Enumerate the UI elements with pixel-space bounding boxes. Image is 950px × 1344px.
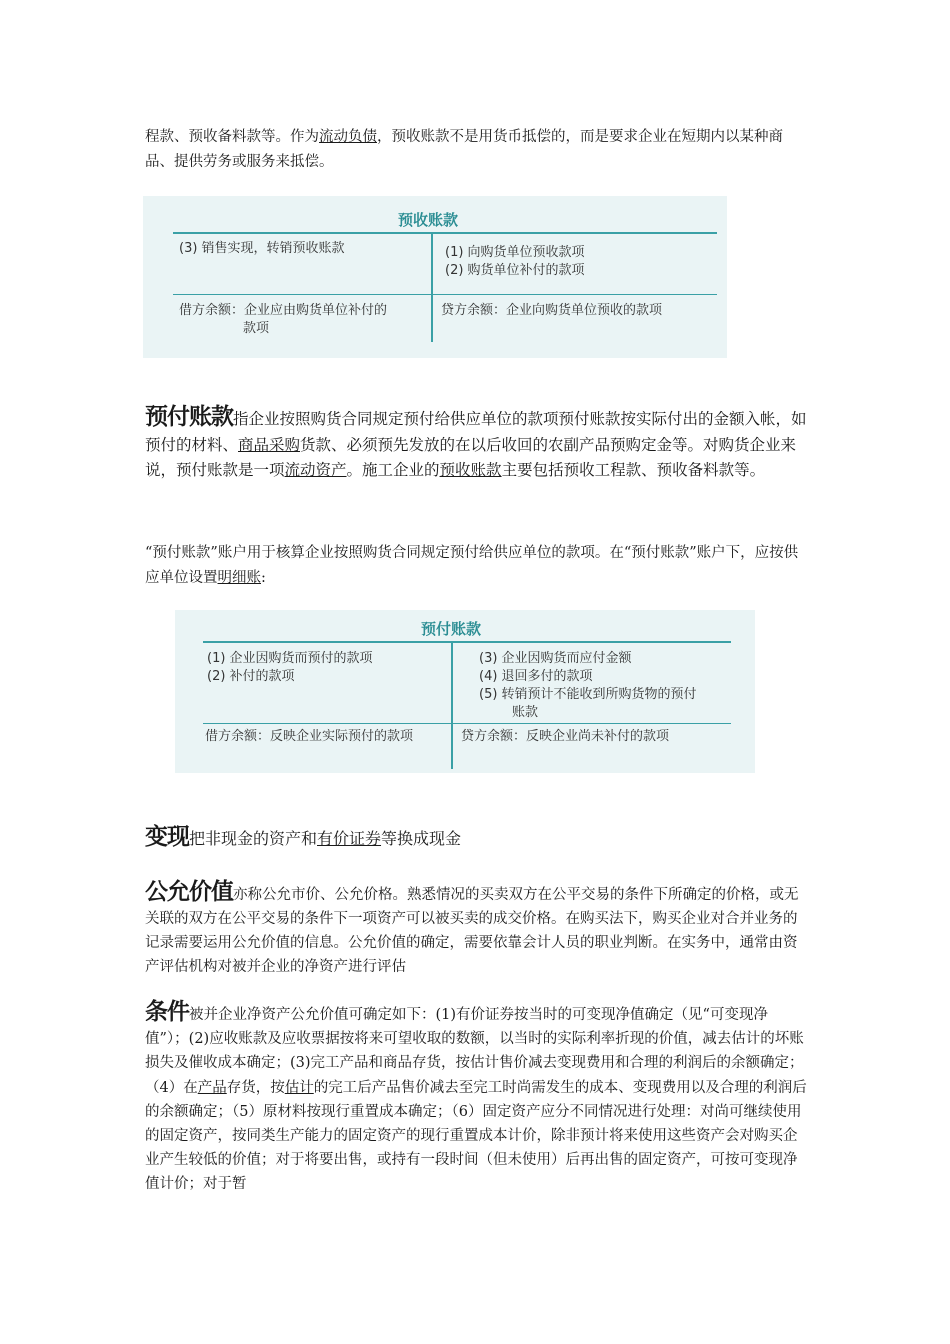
prepayment-text-1: 指企业按照购货合同规定预付给供应单位的款项预付账款按实际付出的金额入帐，如预付的材料、: [145, 410, 807, 454]
credit-entry: (3) 企业因购货而应付金额: [479, 651, 632, 666]
intro-paragraph: [145, 125, 807, 175]
credit-entry: (1) 向购货单位预收款项: [445, 245, 585, 260]
debit-balance-text: 企业应由购货单位补付的: [244, 303, 388, 318]
link-current-liabilities[interactable]: 流动负债: [319, 129, 377, 145]
realization-paragraph: [145, 822, 807, 854]
prepayment-account-text-1: “预付账款”账户用于核算企业按照购货合同规定预付给供应单位的款项。在“预付账款”账户下，应按供应单位设置: [145, 545, 799, 586]
credit-balance: [441, 302, 662, 320]
credit-balance-text: 贷方余额：反映企业尚未补付的款项: [461, 729, 670, 744]
conditions-text-1: 被并企业净资产公允价值可确定如下：(1)有价证券按当时的可变现净值确定（见“可变现净值”）；(2)应收账款及应收票据按将来可望收取的数额，以当时的实际利率折现的价值，减去估计的坏账损失及催收成本确定；(3)完工产品和商品存货，按估计售价减去变现费用和合理的利润后的余额确定；（4）在: [145, 1007, 804, 1096]
t-account-divider: [431, 232, 433, 342]
link-subsidiary-ledger[interactable]: 明细账: [217, 570, 261, 586]
advance-receipts-t-account: [143, 196, 727, 358]
intro-text-1: 程款、预收备料款等。作为: [145, 129, 319, 145]
term-conditions: 条件: [145, 999, 189, 1025]
credit-entry: (2) 购货单位补付的款项: [445, 263, 585, 278]
fair-value-paragraph: [145, 880, 807, 979]
prepayment-text-2: 货款、必须预先发放的在以后收回的农副产品预购定金等。对购货企业来说，预付账款是一项: [145, 435, 797, 479]
link-securities[interactable]: 有价证券: [317, 829, 382, 848]
credit-balance: [461, 728, 669, 746]
t-account-balance-line: [203, 723, 731, 724]
conditions-text-2: 存货，按: [226, 1079, 285, 1096]
t-account-title: 预收账款: [397, 211, 458, 229]
debit-balance: [179, 302, 387, 338]
credit-entry-cont: 账款: [512, 705, 539, 720]
prepayment-paragraph: [145, 405, 807, 484]
realization-text-2: 等换成现金: [381, 829, 462, 848]
prepayment-account-paragraph: [145, 541, 807, 591]
t-account-title: 预付账款: [420, 620, 481, 638]
credit-balance-text: 贷方余额：企业向购货单位预收的款项: [441, 303, 663, 318]
term-realization: 变现: [145, 824, 189, 850]
debit-entries: [207, 650, 373, 686]
link-purchases[interactable]: 商品采购: [238, 435, 301, 454]
t-account-top-line: [203, 641, 731, 643]
t-account-balance-line: [173, 294, 717, 295]
debit-entries: [179, 240, 345, 258]
credit-entry: (5) 转销预计不能收到所购货物的预付: [479, 687, 697, 702]
fair-value-text: 亦称公允市价、公允价格。熟悉情况的买卖双方在公平交易的条件下所确定的价格，或无关联的双方在公平交易的条件下一项资产可以被买卖的成交价格。在购买法下，购买企业对合并业务的记录需要运用公允价值的信息。公允价值的确定，需要依靠会计人员的职业判断。在实务中，通常由资产评估机构对被并企业的净资产进行评估: [145, 887, 799, 975]
prepayment-t-account: [175, 610, 755, 773]
debit-balance-text-cont: 款项: [243, 321, 270, 336]
link-product[interactable]: 产品: [197, 1079, 227, 1096]
link-estimate[interactable]: 估计: [284, 1079, 314, 1096]
t-account-divider: [451, 641, 453, 769]
intro-text-2: ，预收账款不是用货币抵偿的，而是要求企业在短期内以某种商品、提供劳务或服务来抵偿。: [145, 129, 783, 170]
credit-entries: [479, 650, 697, 722]
link-current-assets[interactable]: 流动资产: [284, 461, 347, 479]
debit-entry: (2) 补付的款项: [207, 669, 295, 684]
term-prepayment: 预付账款: [145, 404, 233, 430]
debit-balance-text: 借方余额：反映企业实际预付的款项: [205, 729, 414, 744]
realization-text-1: 把非现金的资产和: [189, 829, 318, 848]
credit-entries: [445, 244, 585, 280]
debit-balance-label: 借方余额：: [179, 303, 245, 318]
prepayment-account-text-2: :: [261, 570, 266, 586]
credit-entry: (4) 退回多付的款项: [479, 669, 593, 684]
conditions-text-3: 的完工后产品售价减去至完工时尚需发生的成本、变现费用以及合理的利润后的余额确定；（5）原材料按现行重置成本确定；（6）固定资产应分不同情况进行处理：对尚可继续使用的固定资产，按同类生产能力的固定资产的现行重置成本计价，除非预计将来使用这些资产会对购买企业产生较低的价值；对于将要出售，或持有一段时间（但未使用）后再出售的固定资产，可按可变现净值计价；对于暂: [145, 1079, 807, 1193]
conditions-paragraph: [145, 1000, 807, 1197]
prepayment-text-4: 主要包括预收工程款、预收备料款等。: [501, 461, 766, 479]
term-fair-value: 公允价值: [145, 879, 233, 905]
debit-entry: (3) 销售实现，转销预收账款: [179, 241, 345, 256]
debit-entry: (1) 企业因购货而预付的款项: [207, 651, 373, 666]
t-account-top-line: [173, 232, 717, 234]
debit-balance: [205, 728, 413, 746]
link-advance-receipts[interactable]: 预收账款: [439, 461, 502, 479]
prepayment-text-3: 。施工企业的: [346, 461, 440, 479]
